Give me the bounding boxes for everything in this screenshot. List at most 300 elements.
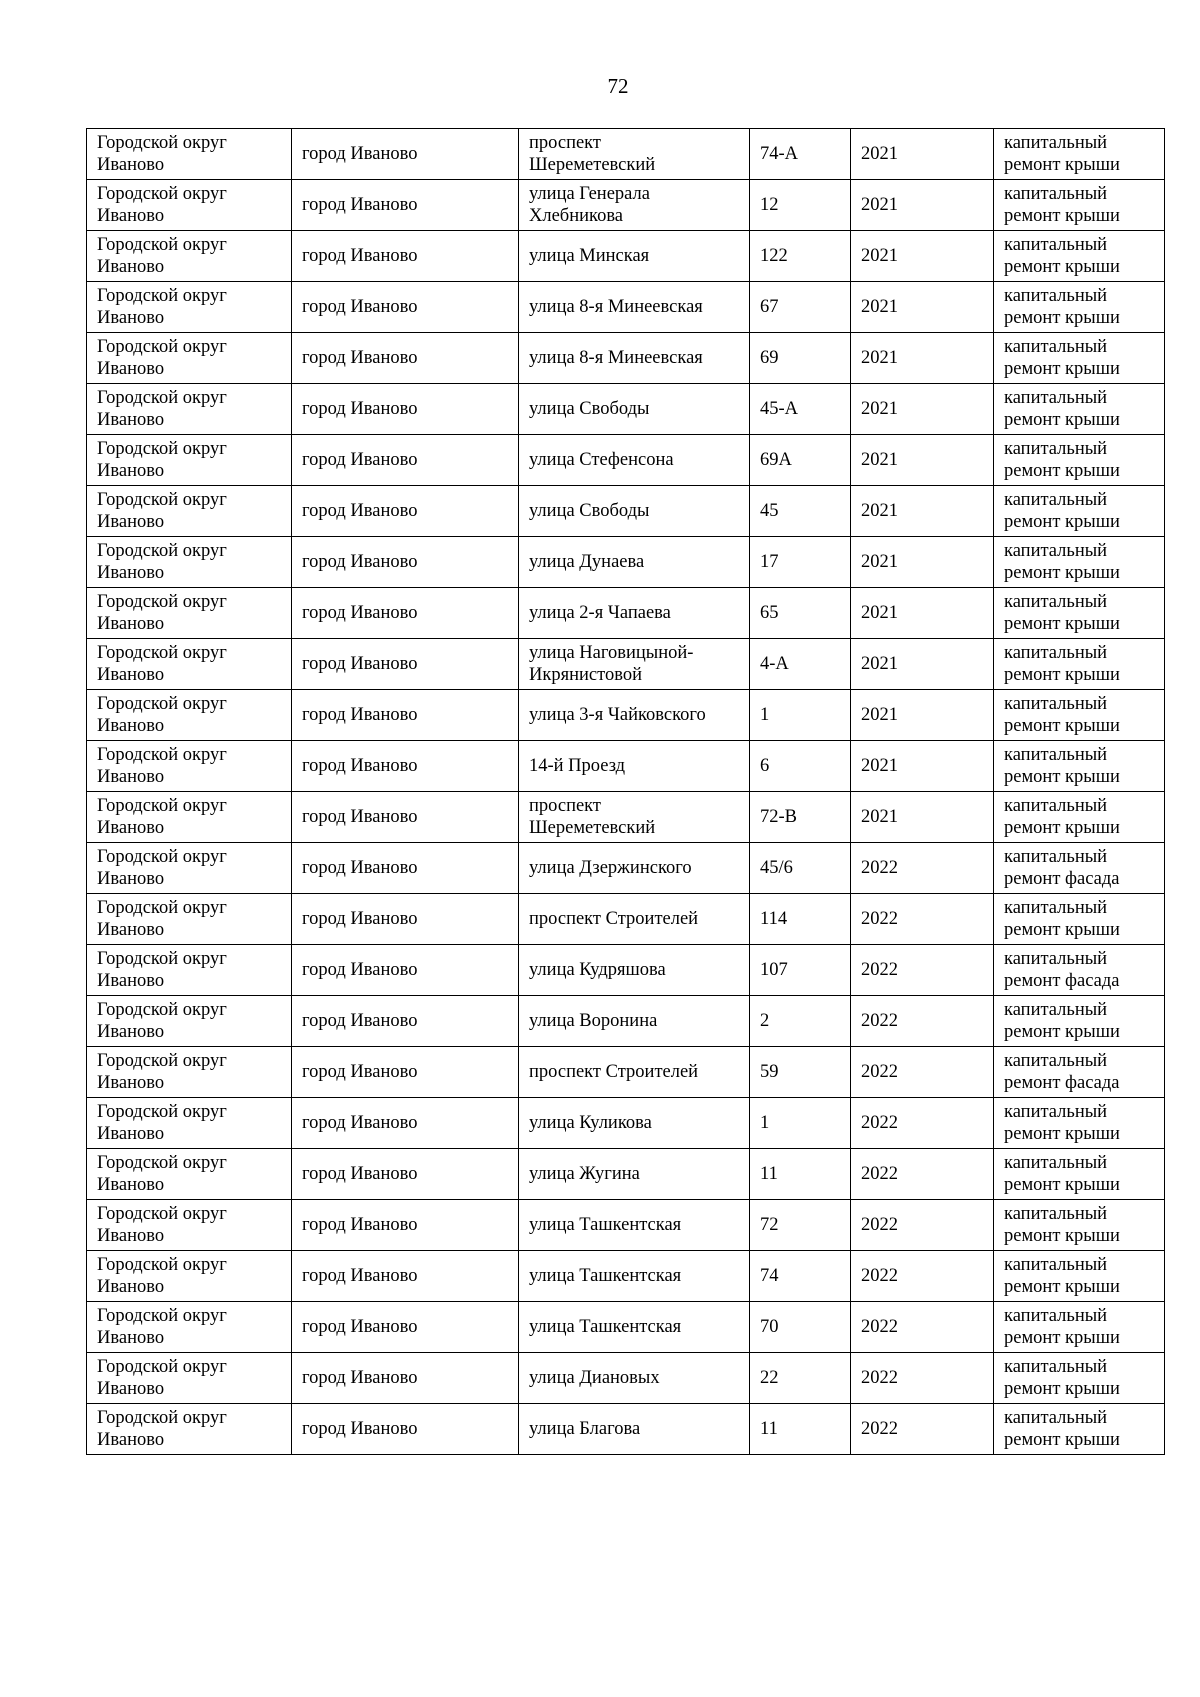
settlement-cell-text: город Иваново [302, 858, 418, 878]
settlement-cell [292, 741, 519, 792]
house-number-cell [750, 1047, 851, 1098]
work-type-cell [994, 129, 1165, 180]
municipality-cell-text: Городской округ Иваново [97, 1051, 227, 1093]
house-number-cell-text: 107 [760, 960, 788, 980]
work-type-cell-text: капитальный ремонт крыши [1004, 1000, 1120, 1042]
repair-schedule-table [86, 128, 1165, 1455]
table-row [87, 894, 1165, 945]
table-row [87, 180, 1165, 231]
municipality-cell-text: Городской округ Иваново [97, 643, 227, 685]
year-cell-text: 2022 [861, 1062, 898, 1082]
year-cell [851, 435, 994, 486]
work-type-cell [994, 1200, 1165, 1251]
work-type-cell [994, 1353, 1165, 1404]
table-row [87, 1047, 1165, 1098]
settlement-cell [292, 1302, 519, 1353]
municipality-cell [87, 231, 292, 282]
table-row [87, 690, 1165, 741]
table-row [87, 486, 1165, 537]
year-cell-text: 2021 [861, 297, 898, 317]
work-type-cell-text: капитальный ремонт крыши [1004, 1408, 1120, 1450]
settlement-cell [292, 639, 519, 690]
street-cell-text: улица Дунаева [529, 552, 645, 572]
year-cell-text: 2022 [861, 909, 898, 929]
street-cell [519, 1404, 750, 1455]
year-cell [851, 792, 994, 843]
year-cell-text: 2022 [861, 1011, 898, 1031]
settlement-cell-text: город Иваново [302, 603, 418, 623]
municipality-cell [87, 1302, 292, 1353]
year-cell [851, 282, 994, 333]
year-cell [851, 1353, 994, 1404]
house-number-cell [750, 1302, 851, 1353]
year-cell [851, 690, 994, 741]
work-type-cell [994, 333, 1165, 384]
table-row [87, 1251, 1165, 1302]
settlement-cell [292, 690, 519, 741]
year-cell [851, 1149, 994, 1200]
table-row [87, 588, 1165, 639]
house-number-cell-text: 72 [760, 1215, 779, 1235]
street-cell [519, 996, 750, 1047]
municipality-cell [87, 384, 292, 435]
table-row [87, 1353, 1165, 1404]
house-number-cell-text: 17 [760, 552, 779, 572]
year-cell [851, 843, 994, 894]
settlement-cell-text: город Иваново [302, 297, 418, 317]
street-cell [519, 129, 750, 180]
house-number-cell [750, 996, 851, 1047]
street-cell [519, 1200, 750, 1251]
settlement-cell [292, 1251, 519, 1302]
municipality-cell-text: Городской округ Иваново [97, 133, 227, 175]
settlement-cell-text: город Иваново [302, 1368, 418, 1388]
settlement-cell-text: город Иваново [302, 144, 418, 164]
work-type-cell [994, 792, 1165, 843]
street-cell-text: проспект Строителей [529, 1062, 699, 1082]
work-type-cell [994, 1302, 1165, 1353]
house-number-cell [750, 1353, 851, 1404]
year-cell-text: 2022 [861, 1368, 898, 1388]
settlement-cell [292, 1404, 519, 1455]
settlement-cell-text: город Иваново [302, 348, 418, 368]
house-number-cell-text: 45 [760, 501, 779, 521]
house-number-cell [750, 1149, 851, 1200]
work-type-cell-text: капитальный ремонт фасада [1004, 847, 1120, 889]
settlement-cell [292, 537, 519, 588]
settlement-cell-text: город Иваново [302, 807, 418, 827]
municipality-cell-text: Городской округ Иваново [97, 745, 227, 787]
work-type-cell-text: капитальный ремонт крыши [1004, 235, 1120, 277]
house-number-cell-text: 65 [760, 603, 779, 623]
settlement-cell-text: город Иваново [302, 501, 418, 521]
year-cell-text: 2022 [861, 1215, 898, 1235]
municipality-cell [87, 639, 292, 690]
settlement-cell [292, 282, 519, 333]
work-type-cell-text: капитальный ремонт фасада [1004, 1051, 1120, 1093]
settlement-cell-text: город Иваново [302, 1164, 418, 1184]
year-cell [851, 384, 994, 435]
year-cell-text: 2021 [861, 603, 898, 623]
settlement-cell [292, 1200, 519, 1251]
municipality-cell [87, 996, 292, 1047]
settlement-cell [292, 996, 519, 1047]
settlement-cell-text: город Иваново [302, 909, 418, 929]
house-number-cell-text: 6 [760, 756, 770, 776]
street-cell-text: улица Ташкентская [529, 1215, 682, 1235]
house-number-cell-text: 11 [760, 1419, 778, 1439]
year-cell [851, 1098, 994, 1149]
street-cell-text: проспект Шереметевский [529, 133, 656, 175]
work-type-cell [994, 1149, 1165, 1200]
settlement-cell-text: город Иваново [302, 705, 418, 725]
settlement-cell [292, 384, 519, 435]
street-cell-text: улица Минская [529, 246, 650, 266]
settlement-cell [292, 435, 519, 486]
table-row [87, 129, 1165, 180]
municipality-cell-text: Городской округ Иваново [97, 592, 227, 634]
house-number-cell [750, 333, 851, 384]
house-number-cell [750, 282, 851, 333]
house-number-cell [750, 1251, 851, 1302]
municipality-cell [87, 1251, 292, 1302]
municipality-cell [87, 1353, 292, 1404]
settlement-cell-text: город Иваново [302, 246, 418, 266]
year-cell [851, 1251, 994, 1302]
house-number-cell-text: 4-А [760, 654, 789, 674]
work-type-cell [994, 894, 1165, 945]
house-number-cell [750, 1404, 851, 1455]
year-cell-text: 2022 [861, 858, 898, 878]
street-cell-text: улица Наговицыной- Икрянистовой [529, 643, 694, 685]
work-type-cell-text: капитальный ремонт крыши [1004, 1306, 1120, 1348]
house-number-cell [750, 384, 851, 435]
work-type-cell [994, 282, 1165, 333]
municipality-cell [87, 588, 292, 639]
house-number-cell-text: 69А [760, 450, 792, 470]
year-cell-text: 2021 [861, 246, 898, 266]
house-number-cell [750, 588, 851, 639]
municipality-cell [87, 741, 292, 792]
work-type-cell [994, 690, 1165, 741]
year-cell-text: 2022 [861, 1317, 898, 1337]
year-cell [851, 945, 994, 996]
settlement-cell [292, 129, 519, 180]
year-cell-text: 2021 [861, 756, 898, 776]
settlement-cell-text: город Иваново [302, 1317, 418, 1337]
street-cell-text: улица Дзержинского [529, 858, 692, 878]
municipality-cell-text: Городской округ Иваново [97, 694, 227, 736]
work-type-cell-text: капитальный ремонт крыши [1004, 286, 1120, 328]
work-type-cell [994, 843, 1165, 894]
settlement-cell-text: город Иваново [302, 654, 418, 674]
municipality-cell-text: Городской округ Иваново [97, 1255, 227, 1297]
street-cell [519, 1098, 750, 1149]
street-cell-text: улица Жугина [529, 1164, 640, 1184]
table-row [87, 231, 1165, 282]
work-type-cell [994, 486, 1165, 537]
table-body [87, 129, 1165, 1455]
street-cell [519, 231, 750, 282]
street-cell-text: улица Диановых [529, 1368, 660, 1388]
year-cell-text: 2022 [861, 1419, 898, 1439]
table-row [87, 1302, 1165, 1353]
municipality-cell [87, 435, 292, 486]
work-type-cell-text: капитальный ремонт крыши [1004, 1204, 1120, 1246]
year-cell-text: 2021 [861, 195, 898, 215]
work-type-cell [994, 1404, 1165, 1455]
street-cell [519, 792, 750, 843]
year-cell-text: 2022 [861, 1266, 898, 1286]
page-number: 72 [607, 74, 629, 98]
street-cell-text: проспект Строителей [529, 909, 699, 929]
municipality-cell-text: Городской округ Иваново [97, 1153, 227, 1195]
work-type-cell-text: капитальный ремонт крыши [1004, 388, 1120, 430]
street-cell [519, 1149, 750, 1200]
municipality-cell-text: Городской округ Иваново [97, 1357, 227, 1399]
house-number-cell-text: 74-А [760, 144, 799, 164]
municipality-cell-text: Городской округ Иваново [97, 337, 227, 379]
table-row [87, 1098, 1165, 1149]
house-number-cell-text: 11 [760, 1164, 778, 1184]
year-cell-text: 2021 [861, 807, 898, 827]
street-cell [519, 894, 750, 945]
municipality-cell [87, 945, 292, 996]
table-row [87, 741, 1165, 792]
house-number-cell [750, 486, 851, 537]
street-cell-text: улица 3-я Чайковского [529, 705, 706, 725]
municipality-cell [87, 1098, 292, 1149]
house-number-cell-text: 114 [760, 909, 788, 929]
house-number-cell [750, 843, 851, 894]
settlement-cell [292, 1047, 519, 1098]
municipality-cell [87, 1200, 292, 1251]
street-cell-text: проспект Шереметевский [529, 796, 656, 838]
house-number-cell [750, 537, 851, 588]
settlement-cell [292, 333, 519, 384]
year-cell-text: 2021 [861, 399, 898, 419]
street-cell-text: улица 2-я Чапаева [529, 603, 671, 623]
municipality-cell-text: Городской округ Иваново [97, 1204, 227, 1246]
settlement-cell [292, 180, 519, 231]
street-cell [519, 639, 750, 690]
street-cell [519, 1302, 750, 1353]
street-cell [519, 486, 750, 537]
street-cell-text: улица Воронина [529, 1011, 658, 1031]
table-row [87, 843, 1165, 894]
house-number-cell-text: 1 [760, 1113, 770, 1133]
settlement-cell [292, 588, 519, 639]
street-cell-text: улица Свободы [529, 501, 650, 521]
work-type-cell [994, 1047, 1165, 1098]
settlement-cell [292, 486, 519, 537]
house-number-cell-text: 59 [760, 1062, 779, 1082]
table-row [87, 333, 1165, 384]
work-type-cell [994, 1098, 1165, 1149]
work-type-cell [994, 996, 1165, 1047]
house-number-cell-text: 69 [760, 348, 779, 368]
table-row [87, 639, 1165, 690]
settlement-cell-text: город Иваново [302, 1215, 418, 1235]
settlement-cell-text: город Иваново [302, 1062, 418, 1082]
year-cell [851, 180, 994, 231]
house-number-cell [750, 1200, 851, 1251]
work-type-cell [994, 945, 1165, 996]
settlement-cell-text: город Иваново [302, 399, 418, 419]
settlement-cell-text: город Иваново [302, 552, 418, 572]
settlement-cell [292, 1149, 519, 1200]
work-type-cell [994, 384, 1165, 435]
house-number-cell-text: 67 [760, 297, 779, 317]
street-cell-text: улица Ташкентская [529, 1266, 682, 1286]
year-cell [851, 996, 994, 1047]
municipality-cell-text: Городской округ Иваново [97, 949, 227, 991]
work-type-cell-text: капитальный ремонт крыши [1004, 898, 1120, 940]
year-cell-text: 2022 [861, 960, 898, 980]
year-cell-text: 2021 [861, 450, 898, 470]
municipality-cell [87, 486, 292, 537]
street-cell-text: улица 8-я Минеевская [529, 297, 703, 317]
municipality-cell [87, 333, 292, 384]
work-type-cell-text: капитальный ремонт крыши [1004, 490, 1120, 532]
municipality-cell-text: Городской округ Иваново [97, 439, 227, 481]
year-cell-text: 2021 [861, 501, 898, 521]
year-cell-text: 2021 [861, 654, 898, 674]
settlement-cell-text: город Иваново [302, 1011, 418, 1031]
settlement-cell [292, 1353, 519, 1404]
house-number-cell-text: 70 [760, 1317, 779, 1337]
table-row [87, 282, 1165, 333]
house-number-cell [750, 894, 851, 945]
street-cell-text: улица Генерала Хлебникова [529, 184, 650, 226]
year-cell [851, 1404, 994, 1455]
work-type-cell-text: капитальный ремонт крыши [1004, 592, 1120, 634]
house-number-cell [750, 1098, 851, 1149]
municipality-cell-text: Городской округ Иваново [97, 796, 227, 838]
work-type-cell-text: капитальный ремонт крыши [1004, 1255, 1120, 1297]
house-number-cell [750, 435, 851, 486]
year-cell-text: 2021 [861, 348, 898, 368]
street-cell [519, 1251, 750, 1302]
work-type-cell-text: капитальный ремонт крыши [1004, 745, 1120, 787]
work-type-cell [994, 231, 1165, 282]
work-type-cell-text: капитальный ремонт фасада [1004, 949, 1120, 991]
table-row [87, 537, 1165, 588]
municipality-cell-text: Городской округ Иваново [97, 541, 227, 583]
work-type-cell-text: капитальный ремонт крыши [1004, 1153, 1120, 1195]
table-row [87, 384, 1165, 435]
work-type-cell [994, 537, 1165, 588]
municipality-cell [87, 894, 292, 945]
municipality-cell-text: Городской округ Иваново [97, 1102, 227, 1144]
street-cell [519, 333, 750, 384]
municipality-cell-text: Городской округ Иваново [97, 847, 227, 889]
street-cell [519, 537, 750, 588]
municipality-cell [87, 129, 292, 180]
street-cell-text: улица Благова [529, 1419, 641, 1439]
work-type-cell [994, 180, 1165, 231]
year-cell-text: 2021 [861, 552, 898, 572]
municipality-cell-text: Городской округ Иваново [97, 898, 227, 940]
street-cell [519, 1353, 750, 1404]
house-number-cell-text: 45-А [760, 399, 799, 419]
year-cell-text: 2022 [861, 1113, 898, 1133]
work-type-cell-text: капитальный ремонт крыши [1004, 1102, 1120, 1144]
settlement-cell-text: город Иваново [302, 756, 418, 776]
municipality-cell [87, 180, 292, 231]
street-cell [519, 435, 750, 486]
municipality-cell-text: Городской округ Иваново [97, 235, 227, 277]
street-cell-text: улица Куликова [529, 1113, 652, 1133]
year-cell [851, 486, 994, 537]
work-type-cell-text: капитальный ремонт крыши [1004, 133, 1120, 175]
municipality-cell-text: Городской округ Иваново [97, 388, 227, 430]
table-row [87, 792, 1165, 843]
work-type-cell-text: капитальный ремонт крыши [1004, 796, 1120, 838]
street-cell [519, 945, 750, 996]
settlement-cell-text: город Иваново [302, 960, 418, 980]
house-number-cell-text: 122 [760, 246, 788, 266]
year-cell [851, 894, 994, 945]
settlement-cell [292, 843, 519, 894]
year-cell-text: 2021 [861, 144, 898, 164]
street-cell [519, 690, 750, 741]
municipality-cell [87, 282, 292, 333]
street-cell-text: улица Кудряшова [529, 960, 666, 980]
work-type-cell-text: капитальный ремонт крыши [1004, 439, 1120, 481]
municipality-cell [87, 792, 292, 843]
settlement-cell-text: город Иваново [302, 195, 418, 215]
street-cell-text: улица Ташкентская [529, 1317, 682, 1337]
year-cell-text: 2022 [861, 1164, 898, 1184]
settlement-cell-text: город Иваново [302, 1266, 418, 1286]
settlement-cell-text: город Иваново [302, 1113, 418, 1133]
table-row [87, 435, 1165, 486]
municipality-cell-text: Городской округ Иваново [97, 184, 227, 226]
house-number-cell [750, 690, 851, 741]
municipality-cell-text: Городской округ Иваново [97, 1408, 227, 1450]
table-row [87, 1200, 1165, 1251]
street-cell [519, 282, 750, 333]
municipality-cell-text: Городской округ Иваново [97, 1306, 227, 1348]
house-number-cell-text: 12 [760, 195, 779, 215]
year-cell [851, 129, 994, 180]
settlement-cell [292, 231, 519, 282]
house-number-cell [750, 945, 851, 996]
work-type-cell [994, 588, 1165, 639]
municipality-cell-text: Городской округ Иваново [97, 490, 227, 532]
table-row [87, 996, 1165, 1047]
street-cell [519, 741, 750, 792]
work-type-cell [994, 1251, 1165, 1302]
street-cell-text: улица 8-я Минеевская [529, 348, 703, 368]
street-cell [519, 180, 750, 231]
municipality-cell [87, 1047, 292, 1098]
house-number-cell-text: 1 [760, 705, 770, 725]
street-cell-text: улица Стефенсона [529, 450, 674, 470]
municipality-cell [87, 690, 292, 741]
house-number-cell [750, 129, 851, 180]
year-cell [851, 333, 994, 384]
municipality-cell-text: Городской округ Иваново [97, 286, 227, 328]
settlement-cell-text: город Иваново [302, 450, 418, 470]
work-type-cell [994, 435, 1165, 486]
street-cell [519, 384, 750, 435]
house-number-cell [750, 180, 851, 231]
settlement-cell [292, 945, 519, 996]
settlement-cell-text: город Иваново [302, 1419, 418, 1439]
work-type-cell-text: капитальный ремонт крыши [1004, 337, 1120, 379]
